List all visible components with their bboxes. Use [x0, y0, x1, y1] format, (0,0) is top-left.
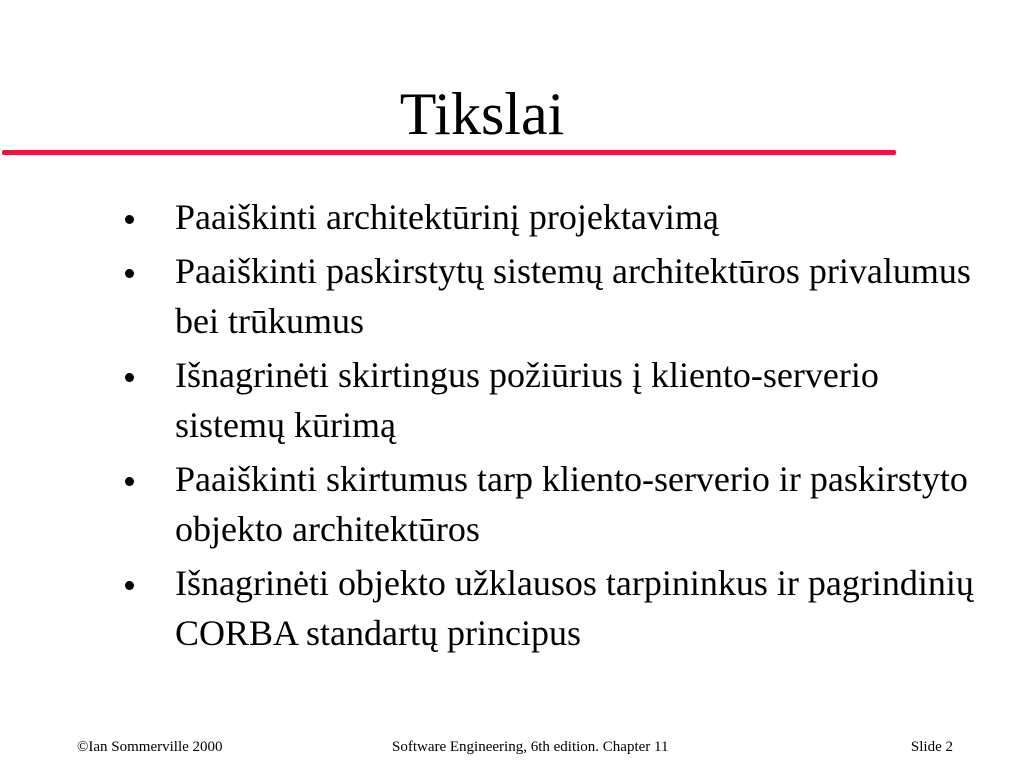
footer-slide-number: Slide 2 — [910, 739, 953, 755]
footer-copyright: ©Ian Sommerville 2000 — [77, 739, 223, 755]
slide-footer — [0, 736, 1024, 758]
bullet-text: Paaiškinti architektūrinį projektavimą — [175, 197, 719, 237]
bullet-dot-icon — [125, 373, 134, 382]
bullet-text: Paaiškinti paskirstytų sistemų architektūros privalumus bei trūkumus — [175, 251, 971, 341]
bullet-item — [118, 454, 988, 554]
bullet-text: Išnagrinėti skirtingus požiūrius į kliento-serverio sistemų kūrimą — [175, 355, 879, 445]
bullet-item — [118, 192, 988, 242]
bullet-text: Išnagrinėti objekto užklausos tarpininkus ir pagrindinių CORBA standartų principus — [175, 563, 974, 653]
bullet-dot-icon — [125, 215, 134, 224]
slide-title: Tikslai — [399, 81, 565, 147]
bullet-list — [118, 192, 988, 662]
bullet-text: Paaiškinti skirtumus tarp kliento-serverio ir paskirstyto objekto architektūros — [175, 459, 968, 549]
bullet-dot-icon — [125, 581, 134, 590]
bullet-item — [118, 350, 988, 450]
bullet-item — [118, 558, 988, 658]
bullet-item — [118, 246, 988, 346]
footer-book-title: Software Engineering, 6th edition. Chapter 11 — [392, 739, 669, 755]
bullet-dot-icon — [125, 269, 134, 278]
bullet-dot-icon — [125, 477, 134, 486]
title-underline — [2, 150, 896, 155]
